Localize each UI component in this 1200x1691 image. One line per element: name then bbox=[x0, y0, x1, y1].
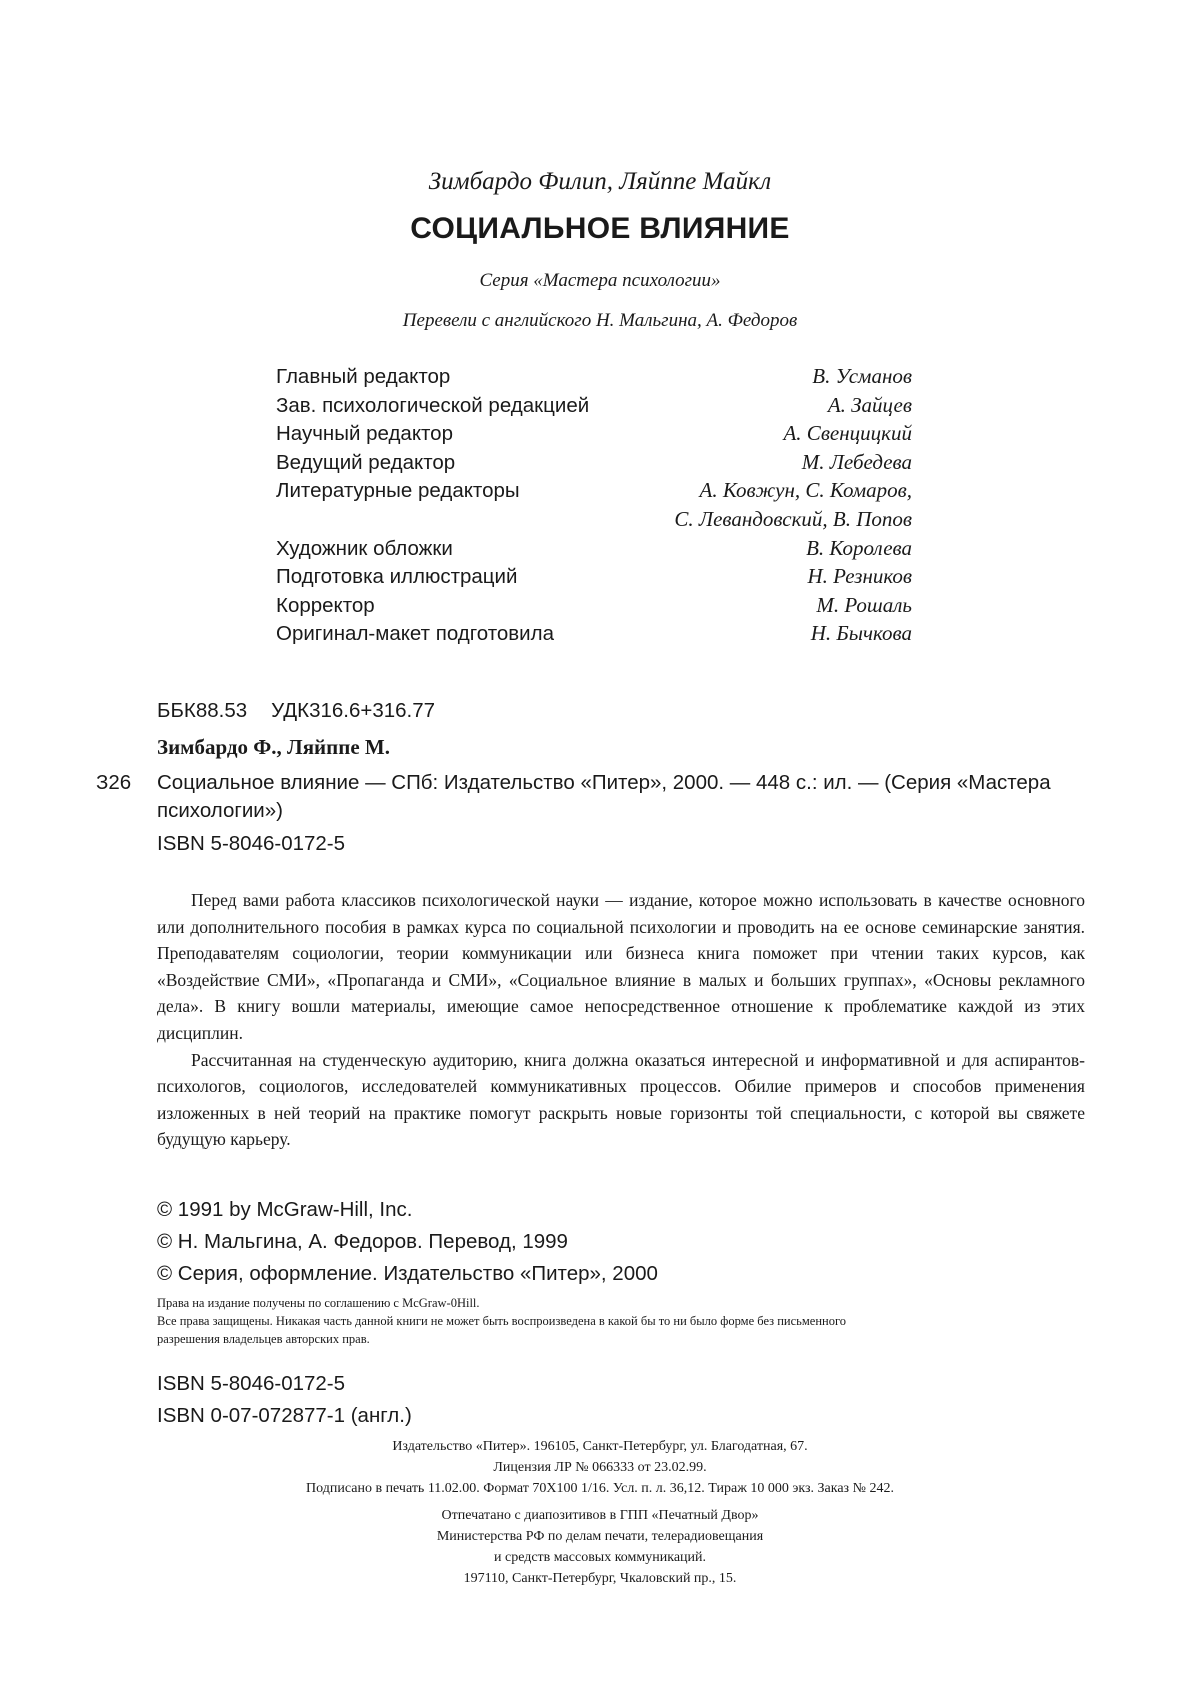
credit-role: Главный редактор bbox=[276, 365, 451, 388]
credit-row bbox=[276, 450, 912, 479]
book-abstract bbox=[157, 887, 1085, 1153]
credit-name: В. Усманов bbox=[812, 364, 912, 388]
copyright-line: © Н. Мальгина, А. Федоров. Перевод, 1999 bbox=[157, 1230, 568, 1253]
copyright-notices bbox=[157, 1194, 658, 1290]
classification-codes bbox=[157, 699, 435, 723]
credit-name: С. Левандовский, В. Попов bbox=[674, 506, 912, 531]
credit-name: А. Ковжун, С. Комаров, bbox=[699, 478, 912, 503]
book-series: Серия «Мастера психологии» bbox=[479, 270, 721, 291]
imprint-printed-line: и средств массовых коммуникаций. bbox=[493, 1550, 707, 1565]
credit-row bbox=[276, 536, 912, 565]
credits-list bbox=[276, 364, 912, 650]
udk-code: УДК316.6+316.77 bbox=[271, 699, 436, 722]
credit-role: Зав. психологической редакцией bbox=[276, 393, 590, 417]
credit-name: В. Королева bbox=[806, 535, 912, 560]
catalog-index: З26 bbox=[96, 771, 132, 794]
imprint-print-info: Подписано в печать 11.02.00. Формат 70Х100 1/16. Усл. п. л. 36,12. Тираж 10 000 экз. Заказ № 242. bbox=[306, 1481, 894, 1496]
isbn-line: ISBN 5-8046-0172-5 bbox=[157, 1372, 346, 1395]
printing-imprint bbox=[0, 1436, 1200, 1589]
bbk-code: ББК88.53 bbox=[157, 699, 248, 722]
imprint-printed-line: 197110, Санкт-Петербург, Чкаловский пр., 15. bbox=[463, 1571, 737, 1586]
copyright-line: © Серия, оформление. Издательство «Питер», 2000 bbox=[157, 1262, 658, 1285]
rights-line: Все права защищены. Никакая часть данной книги не может быть воспроизведена в какой бы то ни было форме без письменного bbox=[157, 1314, 847, 1328]
credit-name: М. Рошаль bbox=[816, 592, 912, 617]
credit-name: М. Лебедева bbox=[801, 449, 912, 474]
credit-role: Ведущий редактор bbox=[276, 450, 456, 474]
credit-role: Научный редактор bbox=[276, 422, 453, 446]
credit-role: Художник обложки bbox=[276, 536, 453, 560]
credit-role: Корректор bbox=[276, 593, 375, 617]
rights-line: Права на издание получены по соглашению с McGraw-0Hill. bbox=[157, 1296, 480, 1310]
imprint-printed-line: Министерства РФ по делам печати, телерадиовещания bbox=[436, 1529, 764, 1544]
imprint-publisher: Издательство «Питер». 196105, Санкт-Петербург, ул. Благодатная, 67. bbox=[392, 1439, 808, 1454]
abstract-paragraph: Рассчитанная на студенческую аудиторию, книга должна оказаться интересной и информативной и для аспирантов-психологов, социологов, исследователей коммуникативных процессов. Обилие примеров и способов применения изложенных в ней теорий на практике помогут раскрыть новые горизонты той специальности, с которой вы свяжете будущую карьеру. bbox=[157, 1049, 1085, 1150]
rights-notice bbox=[157, 1294, 1087, 1348]
copyright-line: © 1991 by McGraw-Hill, Inc. bbox=[157, 1198, 413, 1221]
catalog-author-line: Зимбардо Ф., Ляйппе М. bbox=[157, 735, 390, 759]
credit-name: Н. Бычкова bbox=[810, 621, 912, 646]
credit-row bbox=[276, 507, 912, 536]
credit-row bbox=[276, 564, 912, 593]
credit-name: А. Зайцев bbox=[827, 392, 912, 417]
imprint-printed-line: Отпечатано с диапозитивов в ГПП «Печатный Двор» bbox=[441, 1508, 759, 1523]
isbn-line: ISBN 0-07-072877-1 (англ.) bbox=[157, 1404, 412, 1427]
book-title: СОЦИАЛЬНОЕ ВЛИЯНИЕ bbox=[410, 212, 790, 245]
translators-line: Перевели с английского Н. Мальгина, А. Федоров bbox=[402, 310, 798, 331]
credit-row bbox=[276, 364, 912, 393]
catalog-isbn: ISBN 5-8046-0172-5 bbox=[157, 832, 346, 855]
abstract-paragraph: Перед вами работа классиков психологической науки — издание, которое можно использовать в качестве основного или дополнительного пособия в рамках курса по социальной психологии и проводить на ее основе семинарские занятия. Преподавателям социологии, теории коммуникации или бизнеса книга поможет при чтении таких курсов, как «Воздействие СМИ», «Пропаганда и СМИ», «Социальное влияние в малых и больших группах», «Основы рекламного дела». В книгу вошли материалы, имеющие самое непосредственное отношение к проблематике каждой из этих дисциплин. bbox=[157, 890, 1085, 1043]
credit-row bbox=[276, 478, 912, 507]
credit-role: Подготовка иллюстраций bbox=[276, 565, 518, 589]
rights-line: разрешения владельцев авторских прав. bbox=[157, 1332, 370, 1346]
credit-row bbox=[276, 421, 912, 450]
isbn-list bbox=[157, 1368, 412, 1432]
credit-row bbox=[276, 621, 912, 650]
credit-role: Литературные редакторы bbox=[276, 479, 520, 503]
book-authors: Зимбардо Филип, Ляйппе Майкл bbox=[428, 168, 772, 195]
imprint-license: Лицензия ЛР № 066333 от 23.02.99. bbox=[493, 1460, 707, 1475]
credit-role: Оригинал-макет подготовила bbox=[276, 622, 554, 646]
credit-row bbox=[276, 593, 912, 622]
catalog-description: Социальное влияние — СПб: Издательство «Питер», 2000. — 448 с.: ил. — (Серия «Мастера психологии») bbox=[157, 771, 1051, 822]
credit-name: А. Свенцицкий bbox=[783, 421, 912, 446]
credit-row bbox=[276, 393, 912, 422]
credit-name: Н. Резников bbox=[807, 564, 912, 589]
